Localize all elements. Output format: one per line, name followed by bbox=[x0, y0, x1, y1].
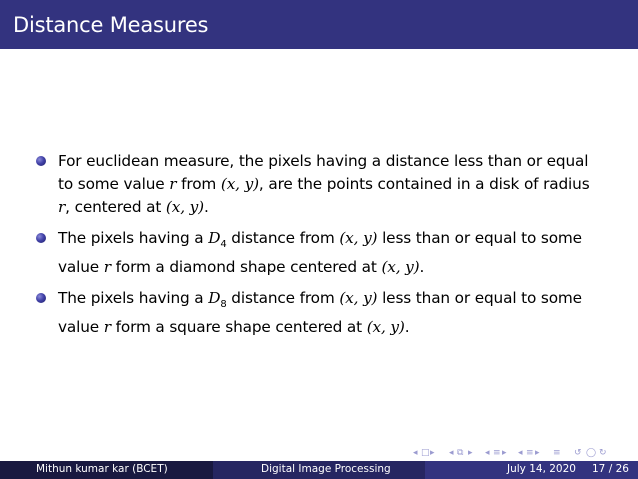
footer-page-number: 17 / 26 bbox=[592, 463, 629, 475]
slide-title: Distance Measures bbox=[13, 13, 209, 37]
nav-next-section-icon[interactable]: ▸ bbox=[502, 448, 507, 458]
nav-next-frame-icon[interactable]: ▸ bbox=[430, 448, 435, 458]
nav-prev-doc-icon[interactable]: ◂ bbox=[518, 448, 523, 458]
bullet-item bbox=[36, 287, 596, 339]
nav-next-subsection-icon[interactable]: ▸ bbox=[468, 448, 473, 458]
title-bar bbox=[0, 0, 638, 49]
footer-course-section bbox=[213, 461, 425, 479]
bullet-icon bbox=[36, 156, 46, 166]
nav-prev-section-icon[interactable]: ◂ bbox=[485, 448, 490, 458]
nav-forward-icon[interactable]: ↻ bbox=[599, 448, 607, 458]
bullet-item bbox=[36, 227, 596, 279]
nav-search-icon[interactable]: ◯ bbox=[586, 448, 597, 458]
nav-back-icon[interactable]: ↺ bbox=[574, 448, 582, 458]
nav-outline-icon[interactable]: ≡ bbox=[553, 448, 561, 458]
nav-prev-frame-icon[interactable]: ◂ bbox=[413, 448, 418, 458]
footer-author-section bbox=[0, 461, 213, 479]
bullet-icon bbox=[36, 293, 46, 303]
navigation-controls bbox=[413, 448, 638, 460]
bullet-text: The pixels having a $D_8$ distance from (x, y) less than or equal to some value r form a square shape centered at (x, y). bbox=[58, 289, 582, 337]
nav-frame-icon[interactable]: □ bbox=[421, 448, 430, 458]
nav-doc-icon[interactable]: ≡ bbox=[526, 448, 534, 458]
footer-course: Digital Image Processing bbox=[261, 463, 391, 475]
nav-prev-subsection-icon[interactable]: ◂ bbox=[449, 448, 454, 458]
bullet-icon bbox=[36, 233, 46, 243]
footer-meta-section bbox=[425, 461, 638, 479]
bullet-text: For euclidean measure, the pixels having a distance less than or equal to some value r from (x, y), are the points contained in a disk of radius r, centered at (x, y). bbox=[58, 152, 590, 216]
bullet-item bbox=[36, 150, 596, 219]
footer-date: July 14, 2020 bbox=[507, 463, 576, 475]
bullet-text: The pixels having a $D_4$ distance from (x, y) less than or equal to some value r form a diamond shape centered at (x, y). bbox=[58, 229, 582, 277]
nav-section-icon[interactable]: ≡ bbox=[493, 448, 501, 458]
nav-next-doc-icon[interactable]: ▸ bbox=[535, 448, 540, 458]
footer bbox=[0, 461, 638, 479]
nav-subsection-icon[interactable]: ⧉ bbox=[457, 448, 464, 458]
footer-author: Mithun kumar kar (BCET) bbox=[36, 463, 168, 475]
slide-content bbox=[36, 150, 596, 347]
